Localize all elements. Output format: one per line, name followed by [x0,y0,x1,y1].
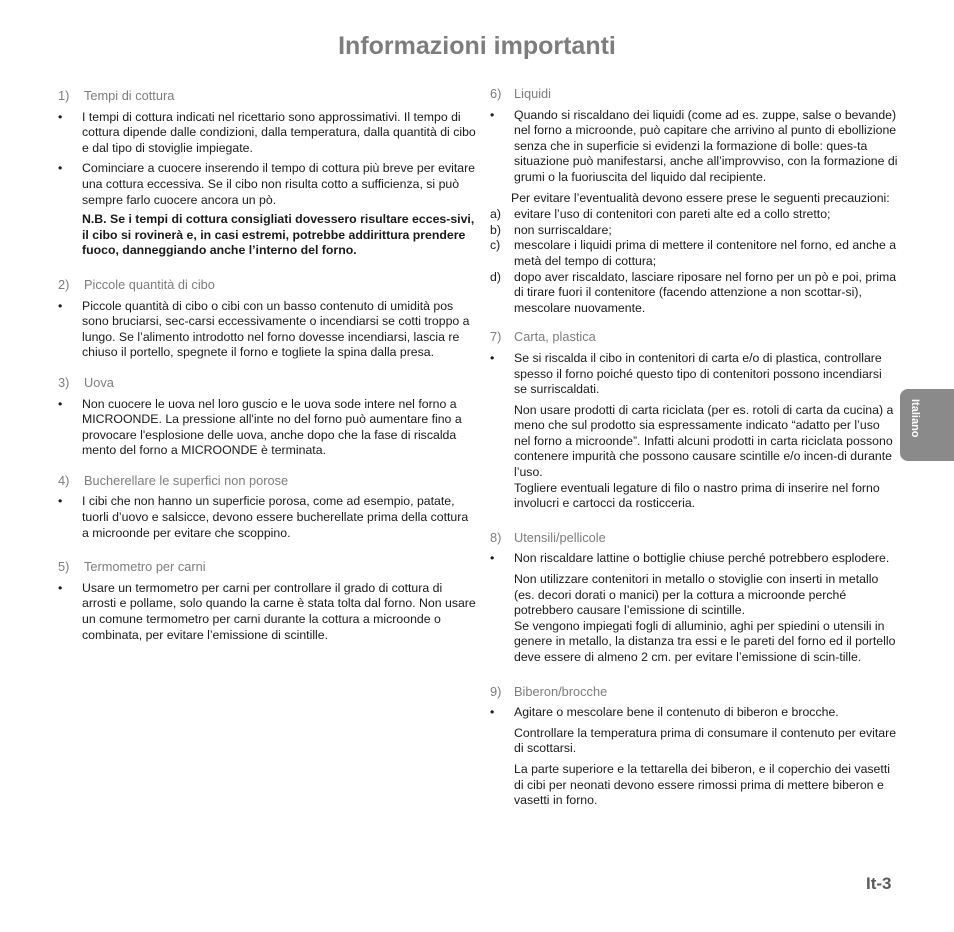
list-item: d) dopo aver riscaldato, lasciare riposare nel forno per un pò e poi, prima di tirare fuori il contenitore (facendo attenzione a non scottar-si), mescolare nuovamente. [490,269,897,315]
page-number: It-3 [866,874,892,893]
section-heading: 7) Carta, plastica [490,329,596,345]
section-piccole-quantita [58,277,476,361]
section-heading: 8) Utensili/pellicole [490,529,606,545]
bullet-item: • Non riscaldare lattine o bottiglie chiuse perché potrebbero esplodere. [490,551,890,566]
section-heading: 1) Tempi di cottura [58,88,175,103]
section-heading: 9) Biberon/brocche [490,683,608,699]
section-liquidi [490,86,898,316]
bullet-item: • Agitare o mescolare bene il contenuto di biberon e brocche. [490,705,839,720]
bullet-item: • I cibi che non hanno un superficie porosa, come ad esempio, patate, tuorli d’uovo e salsicce, devono essere bucherellate prima della cottura a microonde per evitare che scoppino. [58,494,469,540]
bullet-item: • Quando si riscaldano dei liquidi (come ad es. zuppe, salse o bevande) nel forno a microonde, può capitare che arrivino al punto di ebollizione senza che in superficie si evidenzi la formazione di bolle: ques-ta situazione può manifestarsi, anche all’improvviso, con la formazione di grumi o la fuoriuscita del liquido dal recipiente. [490,107,898,184]
paragraph: Togliere eventuali legature di filo o nastro prima di inserire nel forno involucri e cartocci da rosticceria. [514,480,880,511]
language-tab [900,389,954,461]
bullet-item: • Usare un termometro per carni per controllare il grado di cottura di arrosti e pollame, solo quando la carne è stata tolta dal forno. Non usare un comune termometro per carni durante la cottura a microonde o combinata, per evitare l’emissione di scintille. [58,580,476,642]
section-tempi-di-cottura [58,88,476,259]
right-column [490,86,898,814]
language-tab-label: Italiano [909,399,921,438]
section-biberon-brocche [490,684,898,809]
section-uova [58,375,476,459]
left-column [58,88,476,648]
bullet-item: • I tempi di cottura indicati nel ricettario sono approssimativi. Il tempo di cottura dipende dalle condizioni, dalla temperatura, dalla quantità di cibo e dal tipo di stoviglie impiegate. [58,109,476,155]
section-termometro [58,559,476,643]
paragraph: Non utilizzare contenitori in metallo o stoviglie con inserti in metallo (es. decori dorati o manici) per la cottura a microonde perché potrebbero causare l’emissione di scintille. [514,572,879,618]
bullet-item: • Non cuocere le uova nel loro guscio e le uova sode intere nel forno a MICROONDE. La pressione all'inte no del forno può aumentare fino a provocare l'esplosione delle uova, anche dopo che la fase di riscalda mento del forno a MICROONDE è terminata. [58,396,462,458]
list-item: a) evitare l’uso di contenitori con pareti alte ed a collo stretto; [490,207,831,222]
list-item: c) mescolare i liquidi prima di mettere il contenitore nel forno, ed anche a metà del tempo di cottura; [490,238,897,268]
section-bucherellare [58,473,476,541]
section-utensili-pellicole [490,530,898,666]
section-carta-plastica [490,329,898,512]
paragraph: Controllare la temperatura prima di consumare il contenuto per evitare di scottarsi. [514,725,897,756]
section-heading: 4) Bucherellare le superfici non porose [58,472,289,488]
warning-note: N.B. Se i tempi di cottura consigliati dovessero risultare ecces-sivi, il cibo si rovinerà e, in casi estremi, potrebbe addirittura prendere fuoco, danneggiando anche l’interno del forno. [82,212,475,258]
bullet-item: • Piccole quantità di cibo o cibi con un basso contenuto di umidità pos sono bruciarsi, sec-carsi eccessivamente o incendiarsi se cotti troppo a lungo. Se l’alimento introdotto nel forno dovesse incendiarsi, lascia re chiuso il portello, spegnete il forno e togliete la spina dalla presa. [58,298,470,360]
precautions-intro: Per evitare l’eventualità devono essere prese le seguenti precauzioni: [511,190,890,205]
paragraph: La parte superiore e la tettarella dei biberon, e il coperchio dei vasetti di cibi per neonati devono essere rimossi prima di mettere biberon e vasetti in forno. [514,761,890,808]
section-heading: 5) Termometro per carni [58,559,206,575]
paragraph: Non usare prodotti di carta riciclata (per es. rotoli di carta da cucina) a meno che sul prodotto sia espressamente indicato “adatto per l’uso nel forno a microonde”. Infatti alcuni prodotti in carta riciclata possono contenere impurità che possono causare scintille e/o incen-di durante l’uso. [514,402,894,480]
bullet-item: • Cominciare a cuocere inserendo il tempo di cottura più breve per evitare una cottura eccessiva. Se il cibo non risulta cotto a sufficienza, si può sempre farlo cuocere ancora un pò. [58,161,476,207]
list-item: b) non surriscaldare; [490,222,612,237]
bullet-item: • Se si riscalda il cibo in contenitori di carta e/o di plastica, controllare spesso il forno poiché questo tipo di contenitori possono incendiarsi se surriscaldati. [490,350,882,397]
paragraph: Se vengono impiegati fogli di alluminio, aghi per spiedini o utensili in genere in metallo, la distanza tra essi e le pareti del forno ed il portello deve essere di almeno 2 cm. per evitare l’emissione di scin-tille. [514,618,896,664]
section-heading: 2) Piccole quantità di cibo [58,276,215,292]
page-title: Informazioni importanti [338,32,616,60]
section-heading: 6) Liquidi [490,86,551,101]
section-heading: 3) Uova [58,374,114,390]
